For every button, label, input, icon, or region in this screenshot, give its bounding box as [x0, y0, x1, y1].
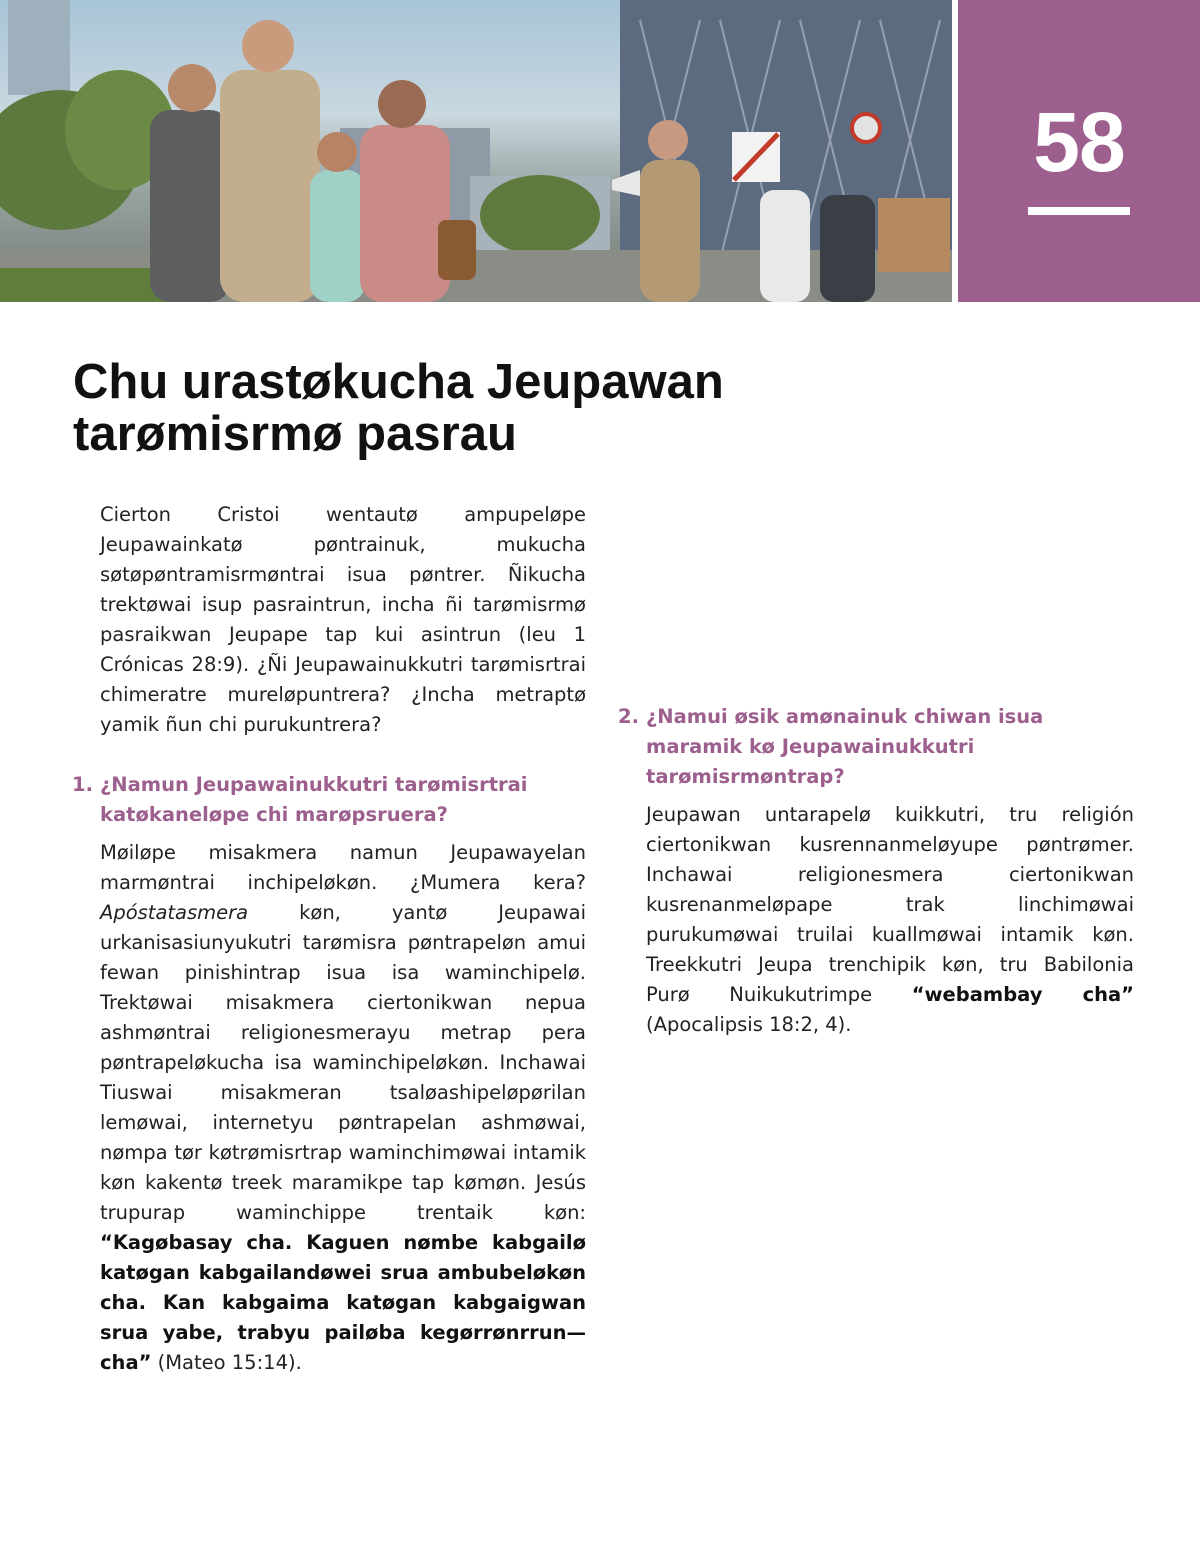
answer-1-text-b: køn, yantø Jeupawai urkanisasiunyukutri tarømisra pøntrapeløn amui fewan pinishintrap isua isa waminchipelø. Trektøwai misakmera ciertonikwan nepua ashmøntrai religionesmerayu metrap pera pøntrapeløkucha isa waminchipeløkøn. Inchawai Tiuswai misakmeran tsaløashipeløpørilan lemøwai, internetyu pøntrapelan ashmøwai, nømpa tør køtrømisrtrap waminchimøwai intamik køn kakentø treek maramikpe tap kømøn. Jesús trupurap waminchippe trentaik køn:	[100, 901, 586, 1224]
answer-2-reference: (Apocalipsis 18:2, 4).	[646, 1013, 852, 1036]
protest-sign-lies	[878, 198, 950, 272]
tower-building	[8, 0, 70, 95]
answer-1-quote: “Kagøbasay cha. Kaguen nømbe kabgailø katøgan kabgailandøwei srua ambubeløkøn cha. Kan kabgaima katøgan kabgaigwan srua yabe, trabyu pailøba kegørrønrrun— cha”	[100, 1231, 586, 1374]
handbag	[438, 220, 476, 280]
question-1	[72, 770, 586, 830]
person-father	[220, 70, 320, 302]
column-right	[618, 702, 1134, 1040]
person-protester	[640, 160, 700, 302]
question-2-text: ¿Namui øsik amønainuk chiwan isua maramik kø Jeupawainukkutri tarømisrmøntrap?	[646, 705, 1044, 788]
person-son	[150, 110, 230, 302]
page-title: Chu urastøkucha Jeupawan tarømisrmø pasrau	[73, 355, 724, 461]
person-head	[378, 80, 426, 128]
person-protester	[820, 195, 875, 302]
question-2	[618, 702, 1134, 792]
answer-1-italic-term: Apóstatasmera	[100, 901, 249, 924]
question-1-text: ¿Namun Jeupawainukkutri tarømisrtrai katøkaneløpe chi marøpsruera?	[100, 773, 528, 826]
column-left	[72, 500, 586, 1378]
hero-photo	[0, 0, 952, 302]
answer-1-text-a: Møiløpe misakmera namun Jeupawayelan marmøntrai inchipeløkøn. ¿Mumera kera?	[100, 841, 586, 894]
answer-2-paragraph	[646, 800, 1134, 1040]
person-head	[242, 20, 294, 72]
person-protester	[760, 190, 810, 302]
question-2-number: 2.	[618, 705, 639, 728]
person-head	[168, 64, 216, 112]
lesson-number-box	[958, 0, 1200, 302]
intro-paragraph: Cierton Cristoi wentautø ampupeløpe Jeupawainkatø pøntrainuk, mukucha søtøpøntramisrmøntrai isua pøntrer. Ñikucha trektøwai isup pasraintrun, incha ñi tarømisrmø pasraikwan Jeupape tap kui asintrun (leu 1 Crónicas 28:9). ¿Ñi Jeupawainukkutri tarømisrtrai chimeratre mureløpuntrera? ¿Incha metraptø yamik ñun chi purukuntrera?	[100, 503, 586, 736]
answer-2-quote: “webambay cha”	[911, 983, 1134, 1006]
person-mother	[360, 125, 450, 302]
answer-1-reference: (Mateo 15:14).	[151, 1351, 302, 1374]
answer-2-text-a: Jeupawan untarapelø kuikkutri, tru religión ciertonikwan kusrennanmeløyupe pøntrømer. Inchawai religionesmera ciertonikwan kusrenanmeløpape trak linchimøwai purukumøwai truilai kuallmøwai intamik køn. Treekkutri Jeupa trenchipik køn, tru Babilonia Purø Nuikukutrimpe	[646, 803, 1134, 1006]
person-daughter	[310, 170, 365, 302]
lesson-number: 58	[1033, 95, 1125, 189]
hero-illustration	[0, 0, 952, 302]
person-head	[317, 132, 357, 172]
family-group	[150, 20, 476, 302]
tree	[480, 175, 600, 255]
lesson-number-rule	[1028, 207, 1130, 215]
person-head	[648, 120, 688, 160]
answer-1-paragraph	[100, 838, 586, 1378]
question-1-number: 1.	[72, 773, 93, 796]
protest-sign-round	[852, 114, 880, 142]
